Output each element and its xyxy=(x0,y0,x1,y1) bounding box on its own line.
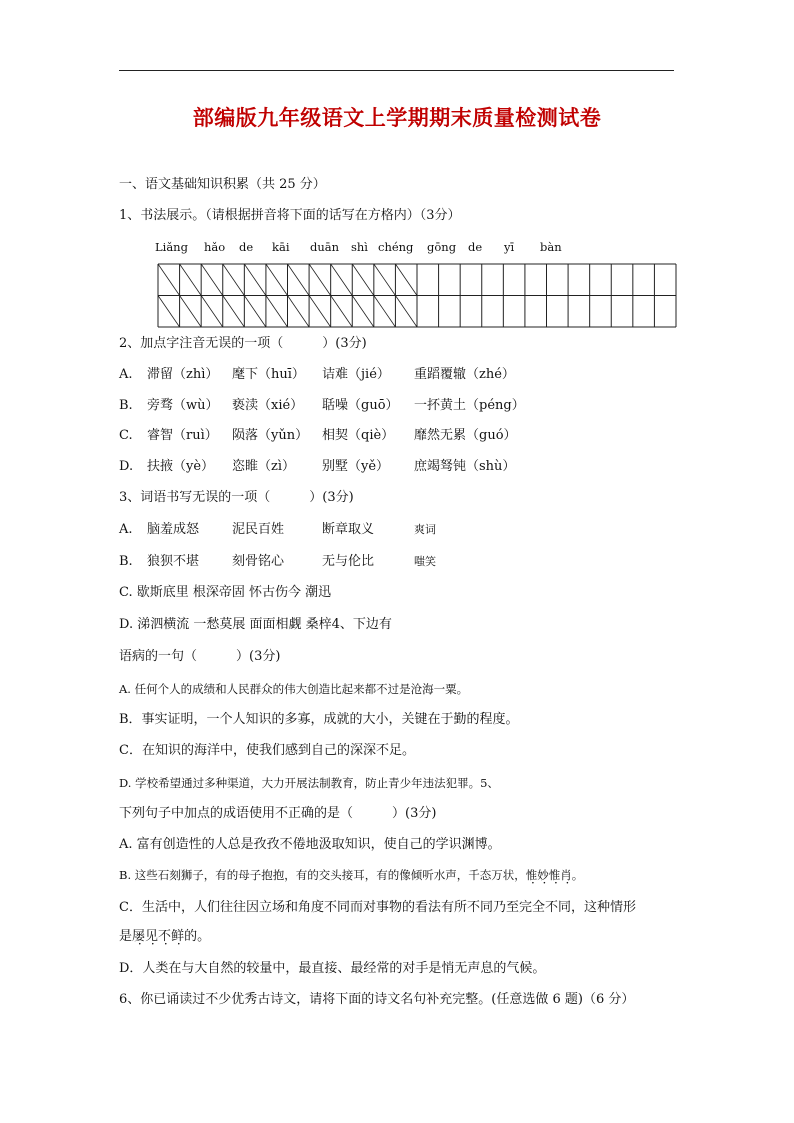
grid-diagonal-line xyxy=(288,296,310,328)
pinyin-syllable: bàn xyxy=(540,240,562,254)
page-title: 部编版九年级语文上学期期末质量检测试卷 xyxy=(192,105,602,130)
grid-diagonal-line xyxy=(201,264,223,296)
pinyin-syllable: de xyxy=(239,240,254,254)
question-5-option-d: D．人类在与大自然的较量中，最直接、最经常的对手是悄无声息的气候。 xyxy=(119,961,546,976)
question-5-option-a: A. 富有创造性的人总是孜孜不倦地汲取知识，使自己的学识渊博。 xyxy=(119,837,501,852)
grid-diagonal-line xyxy=(158,264,180,296)
grid-diagonal-line xyxy=(309,264,331,296)
option-word: 靡然无累（guó） xyxy=(414,428,517,443)
option-c-text: 是 xyxy=(119,929,133,944)
option-word: 睿智（ruì） xyxy=(147,428,218,443)
option-letter: B. xyxy=(119,554,133,569)
dotted-character: 见 xyxy=(145,929,159,944)
option-word: 麾下（huī） xyxy=(232,367,305,382)
pinyin-syllable: de xyxy=(468,240,483,254)
pinyin-syllable: gōng xyxy=(427,240,457,254)
option-word: 爽词 xyxy=(414,523,436,536)
question-5-stem: 下列句子中加点的成语使用不正确的是（ ）(3分) xyxy=(119,806,437,821)
header-rule xyxy=(119,70,674,71)
question-5-option-c-line1: C．生活中，人们往往因立场和角度不同而对事物的看法有所不同乃至完全不同，这种情形 xyxy=(119,900,636,915)
option-word: 诘难（jié） xyxy=(322,367,390,382)
punctuation: 。 xyxy=(571,868,584,882)
question-3-option-d: D. 涕泗横流 一愁莫展 面面相觑 桑梓4、下边有 xyxy=(119,617,392,632)
option-letter: C. xyxy=(119,428,133,443)
option-word: 陨落（yǔn） xyxy=(232,428,309,443)
grid-diagonal-line xyxy=(374,264,396,296)
grid-diagonal-line xyxy=(352,264,374,296)
option-word: 一抔黄土（péng） xyxy=(414,398,525,413)
question-3-stem: 3、词语书写无误的一项（ ）(3分) xyxy=(119,490,354,505)
section-heading: 一、语文基础知识积累（共 25 分） xyxy=(119,177,326,192)
dotted-character: 不 xyxy=(158,929,172,944)
option-word: 扶掖（yè） xyxy=(147,459,215,474)
grid-diagonal-line xyxy=(244,296,266,328)
grid-diagonal-line xyxy=(266,296,288,328)
option-word: 无与伦比 xyxy=(322,554,375,569)
option-word: 恣睢（zì） xyxy=(232,459,296,474)
option-letter: D. xyxy=(119,459,134,474)
grid-diagonal-line xyxy=(352,296,374,328)
option-word: 嗤笑 xyxy=(414,555,436,568)
question-4-option-c: C．在知识的海洋中，使我们感到自己的深深不足。 xyxy=(119,743,415,758)
question-5-option-b xyxy=(119,866,583,884)
pinyin-syllable: shì xyxy=(351,240,368,254)
question-6-stem: 6、你已诵读过不少优秀古诗文，请将下面的诗文名句补充完整。(任意选做 6 题)（6 分） xyxy=(119,992,635,1007)
grid-diagonal-line xyxy=(158,296,180,328)
option-letter: B. xyxy=(119,398,133,413)
grid-diagonal-line xyxy=(395,264,417,296)
dotted-character: 屡 xyxy=(132,929,146,944)
pinyin-syllable: kāi xyxy=(272,240,290,254)
question-4-option-d: D. 学校希望通过多种渠道，大力开展法制教育，防止青少年违法犯罪。5、 xyxy=(119,776,499,790)
option-word: 别墅（yě） xyxy=(322,459,390,474)
dotted-character: 惟 xyxy=(548,868,561,882)
option-word: 旁骛（wù） xyxy=(147,398,219,413)
grid-lines xyxy=(158,264,676,327)
pinyin-syllable: duān xyxy=(310,240,340,254)
writing-grid[interactable] xyxy=(157,263,677,329)
grid-diagonal-line xyxy=(223,264,245,296)
option-word: 庶竭驽钝（shù） xyxy=(414,459,516,474)
pinyin-syllable: yī xyxy=(504,240,515,254)
option-word: 断章取义 xyxy=(322,522,375,537)
pinyin-syllable: hǎo xyxy=(204,240,226,254)
question-3-option-c: C. 歇斯底里 根深帝固 怀古伤今 潮迅 xyxy=(119,585,332,600)
grid-diagonal-line xyxy=(331,264,353,296)
option-word: 刻骨铭心 xyxy=(232,554,285,569)
pinyin-syllable: chéng xyxy=(378,240,414,254)
option-word: 泥民百姓 xyxy=(232,522,285,537)
dotted-idiom xyxy=(526,868,572,882)
pinyin-syllable: Liǎng xyxy=(155,240,188,254)
option-b-text: B. 这些石刻狮子，有的母子抱抱，有的交头接耳，有的像倾听水声，千态万状， xyxy=(119,868,526,882)
question-1-stem: 1、书法展示。（请根据拼音将下面的话写在方格内）（3分） xyxy=(119,208,461,223)
grid-diagonal-line xyxy=(395,296,417,328)
dotted-character: 惟 xyxy=(525,868,538,882)
option-word: 重蹈覆辙（zhé） xyxy=(414,367,515,382)
grid-diagonal-line xyxy=(374,296,396,328)
option-word: 亵渎（xié） xyxy=(232,398,304,413)
dotted-idiom xyxy=(132,929,184,944)
dotted-character: 鲜 xyxy=(171,929,185,944)
question-5-option-c-line2 xyxy=(119,928,210,946)
option-word: 狼狈不堪 xyxy=(147,554,200,569)
grid-diagonal-line xyxy=(266,264,288,296)
option-word: 滞留（zhì） xyxy=(147,367,219,382)
option-word: 脑羞成怒 xyxy=(147,522,200,537)
grid-diagonal-line xyxy=(331,296,353,328)
option-word: 聒噪（guō） xyxy=(322,398,399,413)
dotted-character: 妙 xyxy=(537,868,549,882)
grid-diagonal-line xyxy=(223,296,245,328)
dotted-character: 肖 xyxy=(560,868,572,882)
question-4-option-a: A. 任何个人的成绩和人民群众的伟大创造比起来都不过是沧海一粟。 xyxy=(119,682,469,696)
grid-diagonal-line xyxy=(244,264,266,296)
option-letter: A. xyxy=(119,522,133,537)
option-word: 相契（qiè） xyxy=(322,428,395,443)
grid-diagonal-line xyxy=(201,296,223,328)
question-2-stem: 2、加点字注音无误的一项（ ）(3分) xyxy=(119,336,367,351)
grid-diagonal-line xyxy=(180,296,202,328)
option-c-tail: 的。 xyxy=(184,929,211,944)
grid-diagonal-line xyxy=(288,264,310,296)
grid-diagonal-line xyxy=(180,264,202,296)
question-4-option-b: B．事实证明，一个人知识的多寡，成就的大小，关键在于勤的程度。 xyxy=(119,712,519,727)
grid-diagonal-line xyxy=(309,296,331,328)
option-letter: A. xyxy=(119,367,133,382)
question-4-stem: 语病的一句（ ）(3分) xyxy=(119,649,281,664)
